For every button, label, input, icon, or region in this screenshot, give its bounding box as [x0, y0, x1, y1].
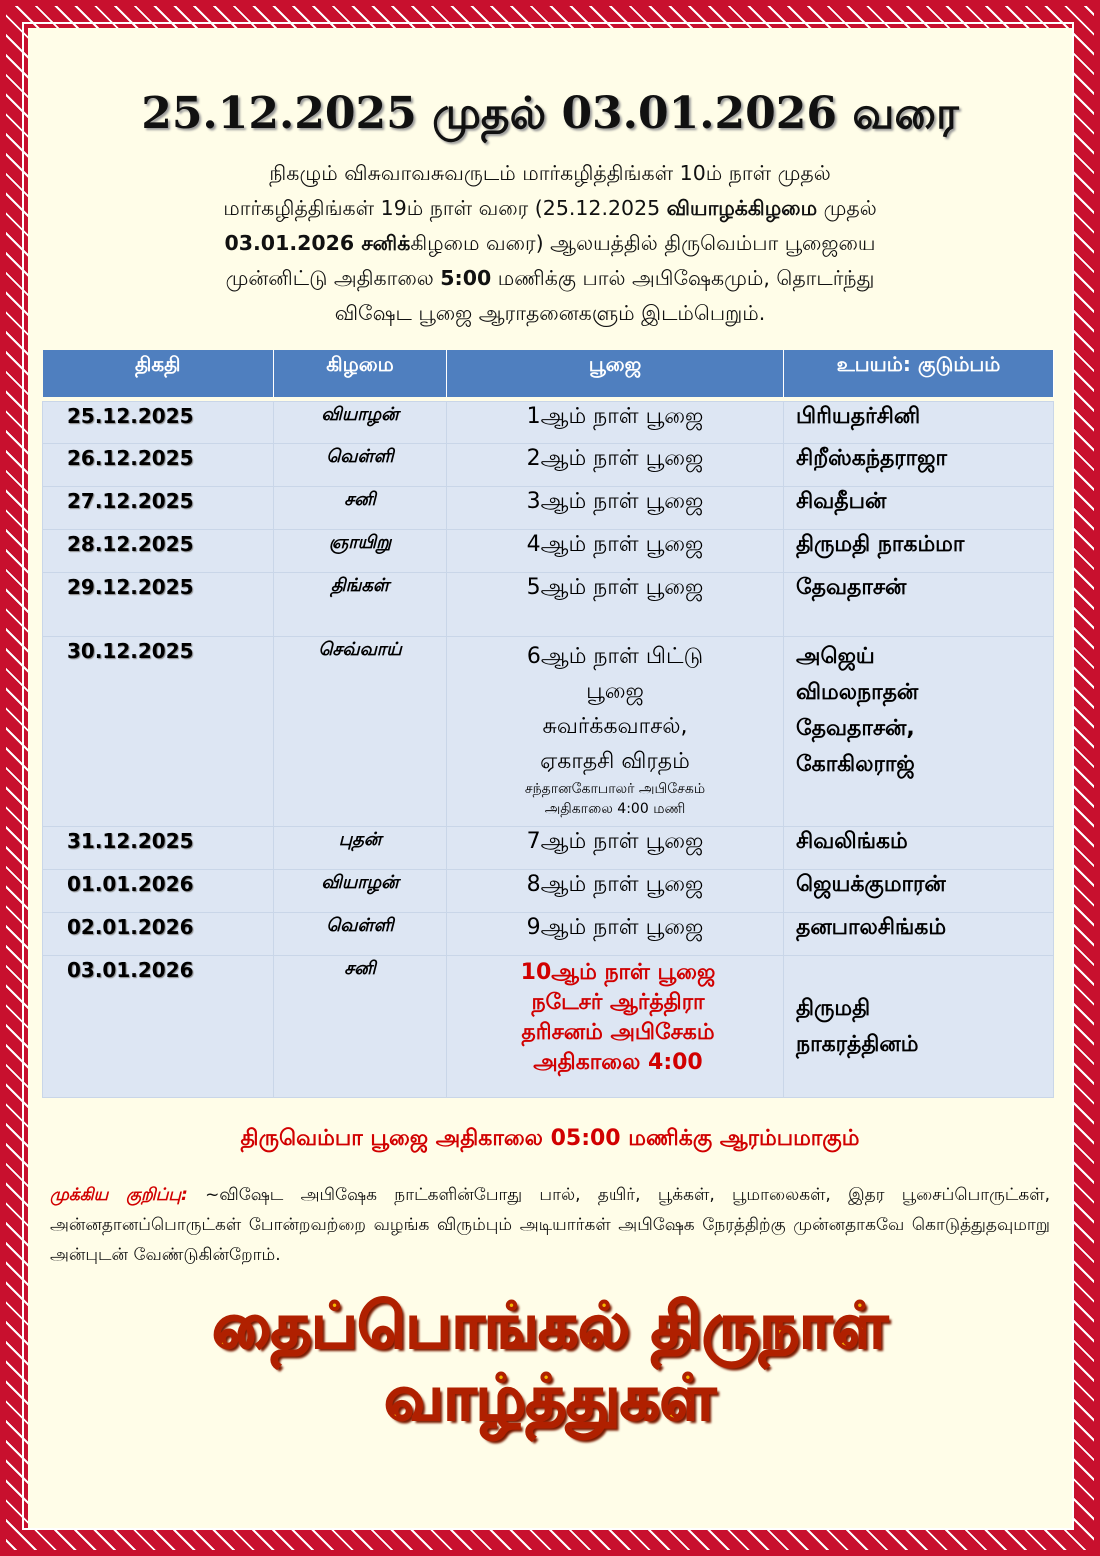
row-puja: 1ஆம் நாள் பூஜை — [447, 402, 784, 444]
start-time-notice: திருவெம்பா பூஜை அதிகாலை 05:00 மணிக்கு ஆரம்பமாகும் — [240, 1126, 860, 1151]
intro-line-3c: கிழமை வரை) ஆலயத்தில் திருவெம்பா பூஜையை — [410, 231, 876, 255]
puja-line-4: அதிகாலை 4:00 — [533, 1050, 703, 1075]
table-row — [43, 827, 1054, 870]
row-donor — [784, 637, 1054, 827]
row-donor: பிரியதர்சினி — [784, 402, 1054, 444]
row-date: 31.12.2025 — [43, 827, 274, 870]
table-row — [43, 444, 1054, 487]
donor-line-1: திருமதி — [796, 995, 871, 1021]
row-date: 25.12.2025 — [43, 402, 274, 444]
puja-line-1: 10ஆம் நாள் பூஜை — [520, 960, 716, 985]
row-day: செவ்வாய் — [274, 637, 447, 827]
banner-line-1: தைப்பொங்கல் திருநாள் — [212, 1289, 888, 1362]
row-donor: தனபாலசிங்கம் — [784, 913, 1054, 956]
table-row — [43, 913, 1054, 956]
puja-small-1: சந்தானகோபாலர் அபிசேகம் — [524, 781, 706, 797]
row-date: 30.12.2025 — [43, 637, 274, 827]
note-text: ~விஷேட அபிஷேக நாட்களின்போது பால், தயிர், பூக்கள், பூமாலைகள், இதர பூசைப்பொருட்கள், அன்னதானப்பொருட்கள் போன்றவற்றை வழங்க விரும்பும் அடியார்கள் அபிஷேக நேரத்திற்கு முன்னதாகவே கொடுத்துதவுமாறு அன்புடன் வேண்டுகின்றோம். — [50, 1185, 1051, 1265]
intro-line-3a: 03.01.2026 — [224, 231, 362, 255]
row-puja: 7ஆம் நாள் பூஜை — [447, 827, 784, 870]
table-row — [43, 870, 1054, 913]
row-donor: சிறீஸ்கந்தராஜா — [784, 444, 1054, 487]
row-donor: சிவலிங்கம் — [784, 827, 1054, 870]
row-puja: 8ஆம் நாள் பூஜை — [447, 870, 784, 913]
table-row — [43, 530, 1054, 573]
row-puja: 4ஆம் நாள் பூஜை — [447, 530, 784, 573]
intro-line-5: விஷேட பூஜை ஆராதனைகளும் இடம்பெறும். — [334, 301, 766, 325]
poster-page — [28, 28, 1072, 1528]
note-label: முக்கிய குறிப்பு: — [50, 1185, 188, 1205]
schedule-table — [42, 350, 1054, 1098]
intro-line-1: நிகழும் விசுவாவசுவருடம் மார்கழித்திங்கள் 10ம் நாள் முதல் — [269, 161, 831, 185]
row-date: 26.12.2025 — [43, 444, 274, 487]
header-donor: உபயம்: குடும்பம் — [784, 350, 1054, 397]
row-day: ஞாயிறு — [274, 530, 447, 573]
row-puja — [447, 956, 784, 1098]
puja-line-2: பூஜை — [586, 679, 644, 704]
puja-line-3: சுவர்க்கவாசல், — [542, 714, 688, 739]
row-donor: திருமதி நாகம்மா — [784, 530, 1054, 573]
puja-line-2: நடேசர் ஆர்த்திரா — [531, 990, 705, 1015]
row-donor: தேவதாசன் — [784, 573, 1054, 637]
donor-line-1: அஜெய் — [796, 644, 875, 669]
intro-line-4c: மணிக்கு பால் அபிஷேகமும், தொடர்ந்து — [491, 266, 875, 290]
row-donor — [784, 956, 1054, 1098]
table-row — [43, 637, 1054, 827]
puja-line-1: 6ஆம் நாள் பிட்டு — [526, 644, 704, 669]
row-puja: 5ஆம் நாள் பூஜை — [447, 573, 784, 637]
puja-line-4: ஏகாதசி விரதம் — [540, 749, 690, 774]
donor-line-2: நாகரத்தினம் — [796, 1031, 919, 1057]
donor-line-4: கோகிலராஜ் — [796, 752, 915, 777]
row-day: வெள்ளி — [274, 444, 447, 487]
page-title: 25.12.2025 முதல் 03.01.2026 வரை — [141, 88, 959, 139]
header-puja: பூஜை — [447, 350, 784, 397]
intro-line-2c: முதல் — [817, 196, 877, 220]
row-donor: சிவதீபன் — [784, 487, 1054, 530]
intro-paragraph — [98, 156, 1002, 331]
intro-line-2a: மார்கழித்திங்கள் 19ம் நாள் வரை (25.12.2025 — [223, 196, 667, 220]
row-day: சனி — [274, 956, 447, 1098]
row-day: வெள்ளி — [274, 913, 447, 956]
intro-line-2b: வியாழக்கிழமை — [666, 196, 818, 220]
row-day: வியாழன் — [274, 870, 447, 913]
important-note — [50, 1180, 1050, 1270]
intro-line-4b: 5:00 — [440, 266, 492, 290]
row-puja: 2ஆம் நாள் பூஜை — [447, 444, 784, 487]
intro-line-4a: முன்னிட்டு அதிகாலை — [225, 266, 441, 290]
table-header-row — [43, 350, 1054, 397]
row-date: 03.01.2026 — [43, 956, 274, 1098]
row-date: 28.12.2025 — [43, 530, 274, 573]
table-row — [43, 487, 1054, 530]
pongal-greeting-banner — [28, 1290, 1072, 1434]
row-day: வியாழன் — [274, 402, 447, 444]
donor-line-2: விமலநாதன் — [796, 680, 919, 705]
header-date: திகதி — [43, 350, 274, 397]
row-puja: 3ஆம் நாள் பூஜை — [447, 487, 784, 530]
donor-line-3: தேவதாசன், — [796, 716, 915, 741]
row-day: திங்கள் — [274, 573, 447, 637]
row-day: சனி — [274, 487, 447, 530]
row-date: 27.12.2025 — [43, 487, 274, 530]
header-day: கிழமை — [274, 350, 447, 397]
intro-line-3b: சனிக் — [361, 231, 411, 255]
table-row — [43, 956, 1054, 1098]
row-date: 29.12.2025 — [43, 573, 274, 637]
table-row — [43, 402, 1054, 444]
puja-line-3: தரிசனம் அபிசேகம் — [521, 1020, 715, 1045]
table-row — [43, 573, 1054, 637]
row-donor: ஜெயக்குமாரன் — [784, 870, 1054, 913]
row-puja: 9ஆம் நாள் பூஜை — [447, 913, 784, 956]
banner-line-2: வாழ்த்துகள் — [384, 1361, 716, 1434]
row-date: 01.01.2026 — [43, 870, 274, 913]
row-day: புதன் — [274, 827, 447, 870]
row-date: 02.01.2026 — [43, 913, 274, 956]
row-puja — [447, 637, 784, 827]
puja-small-2: அதிகாலை 4:00 மணி — [544, 801, 686, 817]
